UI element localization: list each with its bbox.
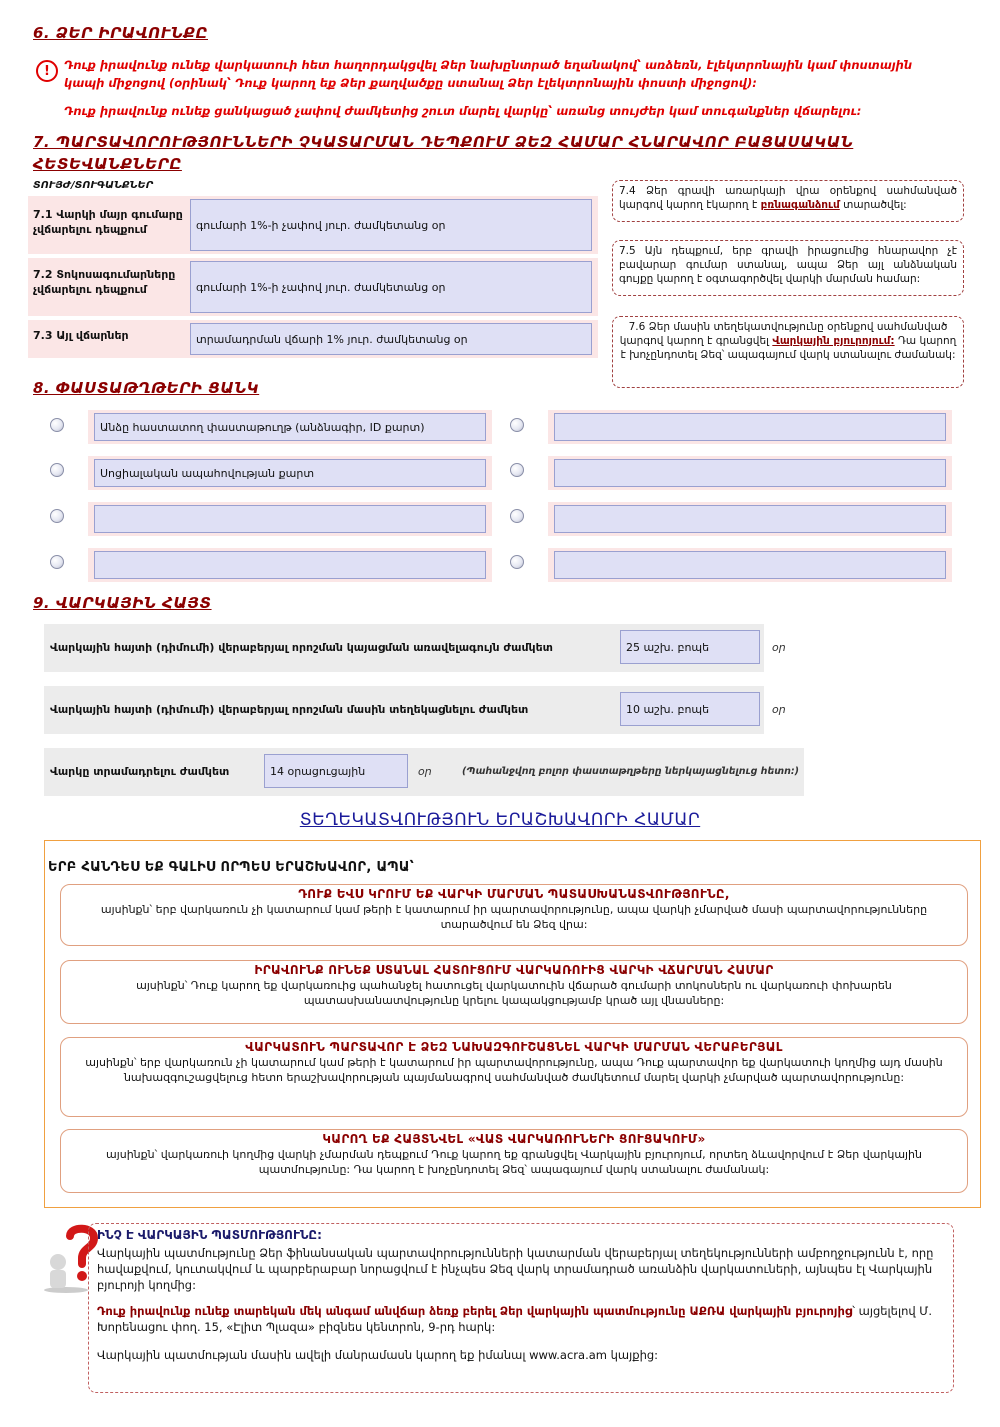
decision-deadline-field[interactable]: 25 աշխ. բոպե — [620, 630, 760, 664]
guarantor-item — [60, 1037, 968, 1117]
penalty-field[interactable]: տրամադրման վճարի 1% յուր. ժամկետանց օր — [190, 323, 592, 355]
doc-radio[interactable] — [50, 555, 64, 569]
disbursement-deadline-label: Վարկը տրամադրելու ժամկետ — [50, 765, 230, 778]
section7-title-line2: ՀԵՏԵՎԱՆՔՆԵՐԸ — [33, 155, 182, 173]
guarantor-intro: ԵՐԲ ՀԱՆԴԵՍ ԵՔ ԳԱԼԻՍ ՈՐՊԵՍ ԵՐԱՇԽԱՎՈՐ, ԱՊԱ՝ — [48, 860, 415, 875]
doc-field[interactable] — [94, 551, 486, 579]
credit-history-para1: Վարկային պատմությունը Ձեր ֆինանսական պարտավորությունների կատարման վերաբերյալ տեղեկությունների ամբողջությունն է, որը հավաքվում, կուտակվում և պարբերաբար նորացվում է ինչպես Ձեզ վարկ տրամադրած առանձին վարկատուների, այնպես էլ Վարկային բյուրոյի կողմից: — [97, 1246, 934, 1292]
doc-radio[interactable] — [50, 463, 64, 477]
guarantor-item — [60, 960, 968, 1024]
disbursement-deadline-field[interactable]: 14 օրացուցային — [264, 754, 408, 788]
penalty-label: 7.2 Տոկոսագումարները չվճարելու դեպքում — [33, 268, 176, 296]
penalty-label: 7.3 Այլ վճարներ — [33, 329, 129, 342]
guarantor-item — [60, 884, 968, 946]
section6-line1: Դուք իրավունք ունեք վարկատուի հետ հաղորդակցվել Ձեր նախընտրած եղանակով՝ առձեռն, էլեկտրոնային կամ փոստային կապի միջոցով (օրինակ՝ Դուք կարող եք Ձեր քաղվածքը ստանալ Ձեր էլեկտրոնային փոստի միջոցով): — [64, 58, 913, 90]
unit-label: օր — [772, 641, 786, 654]
guarantor-item-body: այսինքն՝ վարկառուի կողմից վարկի չմարման դեպքում Դուք կարող եք գրանցվել Վարկային բյուրոյում, որտեղ ձևավորվում է Ձեր վարկային պատմությունը: Դա կարող է խոչընդոտել Ձեզ՝ ապագայում վարկ ստանալու ժամանակ: — [106, 1148, 922, 1176]
documents-note: (Պահանջվող բոլոր փաստաթղթերը ներկայացնելուց հետո:) — [462, 766, 800, 777]
penalty-field[interactable]: գումարի 1%-ի չափով յուր. ժամկետանց օր — [190, 199, 592, 251]
notification-deadline-label: Վարկային հայտի (դիմումի) վերաբերյալ որոշման մասին տեղեկացնելու ժամկետ — [50, 703, 529, 716]
section7-title-line1: 7. ՊԱՐՏԱՎՈՐՈՒԹՅՈՒՆՆԵՐԻ ՉԿԱՏԱՐՄԱՆ ԴԵՊՔՈՒՄ ՁԵԶ ՀԱՄԱՐ ՀՆԱՐԱՎՈՐ ԲԱՑԱՍԱԿԱՆ — [33, 133, 854, 151]
doc-radio[interactable] — [50, 418, 64, 432]
guarantor-item-title: ԴՈՒՔ ԵՎՍ ԿՐՈՒՄ ԵՔ ՎԱՐԿԻ ՄԱՐՄԱՆ ՊԱՏԱՍԽԱՆԱՏՎՈՒԹՅՈՒՆԸ, — [298, 887, 730, 901]
doc-radio[interactable] — [510, 463, 524, 477]
doc-field[interactable]: Սոցիալական ապահովության քարտ — [94, 459, 486, 487]
credit-history-para2: Դուք իրավունք ունեք տարեկան մեկ անգամ անվճար ձեռք բերել Ձեր վարկային պատմությունը ԱՔՌԱ վարկային բյուրոյից՝ այցելելով Մ. Խորենացու փող. 15, «Էլիտ Պլազա» բիզնես կենտրոն, 9-րդ հարկ: — [97, 1304, 933, 1334]
warning-icon: ! — [36, 60, 58, 82]
decision-deadline-label: Վարկային հայտի (դիմումի) վերաբերյալ որոշման կայացման առավելագույն ժամկետ — [50, 641, 553, 654]
unit-label: օր — [772, 703, 786, 716]
penalty-label: 7.1 Վարկի մայր գումարը չվճարելու դեպքում — [33, 208, 183, 236]
section6-line2: Դուք իրավունք ունեք ցանկացած չափով ժամկետից շուտ մարել վարկը՝ առանց տույժեր կամ տուգանքներ վճարելու: — [64, 104, 862, 118]
section8-title: 8. ՓԱՍՏԱԹՂԹԵՐԻ ՑԱՆԿ — [33, 379, 260, 397]
guarantor-item-title: ԻՐԱՎՈՒՆՔ ՈՒՆԵՔ ՍՏԱՆԱԼ ՀԱՏՈՒՑՈՒՄ ՎԱՐԿԱՌՈՒԻՑ ՎԱՐԿԻ ՎՃԱՐՄԱՆ ՀԱՄԱՐ — [254, 963, 774, 977]
credit-history-box — [88, 1223, 954, 1393]
guarantor-item-body: այսինքն՝ Դուք կարող եք վարկառուից պահանջել հատուցել վարկատուին վճարած գումարի տոկոսներն ու վարկառուի փոխարեն պատասխանատվությունը կրելու կապակցությամբ կրած այլ վնասները: — [136, 979, 892, 1007]
doc-field[interactable]: Անձը հաստատող փաստաթուղթ (անձնագիր, ID քարտ) — [94, 413, 486, 441]
credit-history-title: ԻՆՉ Է ՎԱՐԿԱՅԻՆ ՊԱՏՄՈՒԹՅՈՒՆԸ: — [97, 1228, 322, 1242]
guarantor-item-body: այսինքն՝ երբ վարկառուն չի կատարում կամ թերի է կատարում իր պարտավորությունը, ապա վարկի չմարված մասի պարտավորությունները տարածվում են Ձեզ վրա: — [100, 903, 928, 931]
note-7-5: 7.5 Այն դեպքում, երբ գրավի իրացումից հնարավոր չէ բավարար գումար ստանալ, ապա Ձեր այլ անձնական գույքը կարող է օգտագործվել վարկի մարման համար: — [612, 240, 964, 296]
doc-field[interactable] — [94, 505, 486, 533]
penalty-field[interactable]: գումարի 1%-ի չափով յուր. ժամկետանց օր — [190, 261, 592, 313]
guarantor-item-body: այսինքն՝ երբ վարկառուն չի կատարում կամ թերի է կատարում իր պարտավորությունը, ապա Դուք պարտավոր եք վարկատուի կողմից այդ մասին նախազգուշացվելուց հետո երաշխավորության պայմանագրով սահմանված ժամկետում մարել վարկի չմարված պարտավորությունը: — [85, 1056, 943, 1084]
notification-deadline-field[interactable]: 10 աշխ. բոպե — [620, 692, 760, 726]
note-7-6: 7.6 Ձեր մասին տեղեկատվությունը օրենքով սահմանված կարգով կարող է գրանցվել Վարկային բյուրոյում: Դա կարող է խոչընդոտել Ձեզ՝ ապագայում վարկ ստանալու ժամանակ: — [612, 316, 964, 388]
doc-radio[interactable] — [510, 555, 524, 569]
doc-radio[interactable] — [510, 418, 524, 432]
credit-history-para3: Վարկային պատմության մասին ավելի մանրամասն կարող եք իմանալ www.acra.am կայքից: — [97, 1348, 659, 1362]
section9-title: 9. ՎԱՐԿԱՅԻՆ ՀԱՅՏ — [33, 594, 212, 612]
doc-field[interactable] — [554, 505, 946, 533]
doc-radio[interactable] — [510, 509, 524, 523]
doc-field[interactable] — [554, 413, 946, 441]
guarantor-heading: ՏԵՂԵԿԱՏՎՈՒԹՅՈՒՆ ԵՐԱՇԽԱՎՈՐԻ ՀԱՄԱՐ — [299, 810, 701, 830]
guarantor-item — [60, 1129, 968, 1193]
note-7-4: 7.4 Ձեր գրավի առարկայի վրա օրենքով սահմանված կարգով կարող էկարող է բռնագանձում տարածվել: — [612, 180, 964, 222]
penalties-subheading: ՏՈՒՅԺ/ՏՈՒԳԱՆՔՆԵՐ — [33, 180, 154, 191]
section6-title: 6. ՁԵՐ ԻՐԱՎՈՒՆՔԸ — [33, 24, 208, 42]
guarantor-item-title: ՎԱՐԿԱՏՈՒՆ ՊԱՐՏԱՎՈՐ Է ՁԵԶ ՆԱԽԱԶԳՈՒՇԱՑՆԵԼ ՎԱՐԿԻ ՄԱՐՄԱՆ ՎԵՐԱԲԵՐՅԱԼ — [245, 1040, 783, 1054]
guarantor-item-title: ԿԱՐՈՂ ԵՔ ՀԱՅՏՆՎԵԼ «ՎԱՏ ՎԱՐԿԱՌՈՒՆԵՐԻ ՑՈՒՑԱԿՈՒՄ» — [322, 1132, 706, 1146]
doc-field[interactable] — [554, 459, 946, 487]
unit-label: օր — [418, 765, 432, 778]
doc-radio[interactable] — [50, 509, 64, 523]
doc-field[interactable] — [554, 551, 946, 579]
